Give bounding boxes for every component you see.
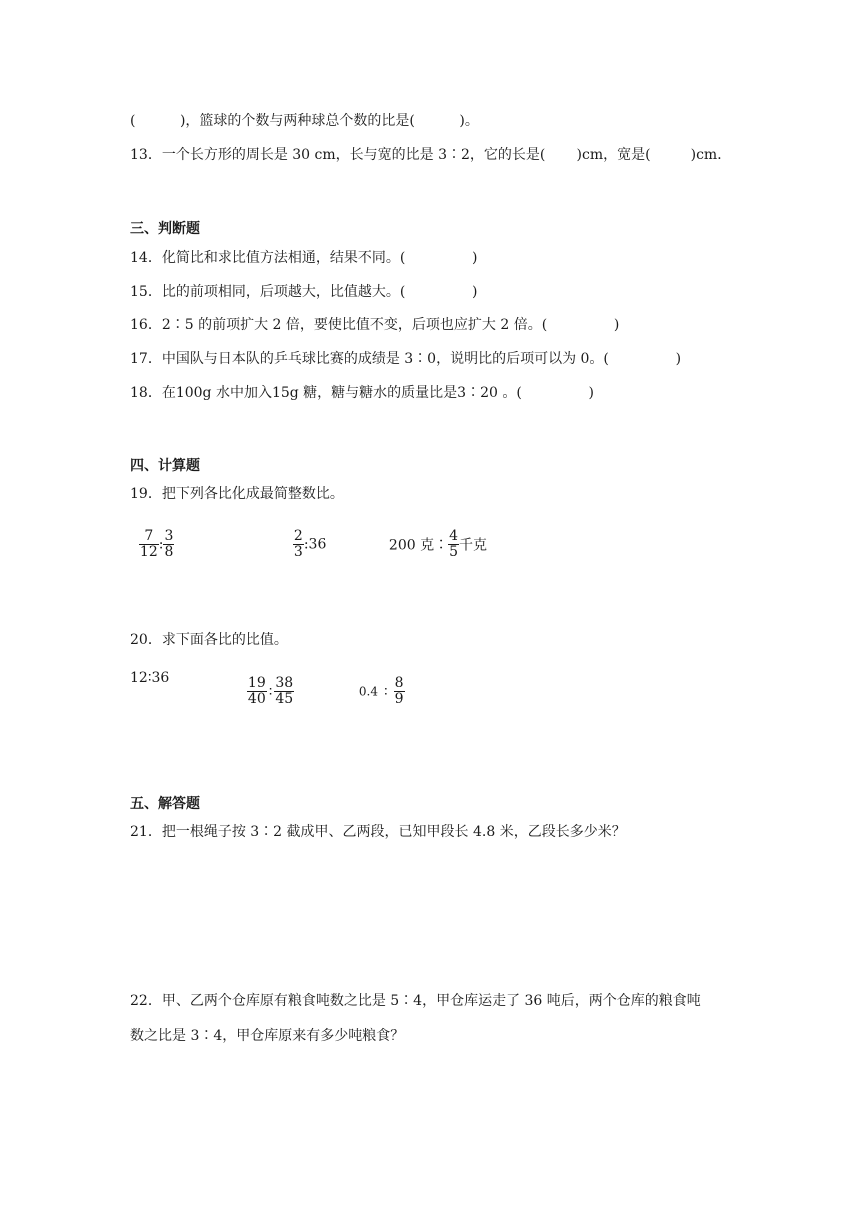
- ratio-prefix: 200 克∶: [388, 537, 449, 554]
- question-13: 13．一个长方形的周长是 30 cm，长与宽的比是 3∶2，它的长是( )cm，宽是( )cm．: [130, 147, 732, 163]
- question-21: 21．把一根绳子按 3∶2 截成甲、乙两段，已知甲段长 4.8 米，乙段长多少米？: [130, 824, 626, 840]
- question-22-line-1: 22．甲、乙两个仓库原有粮食吨数之比是 5∶4，甲仓库运走了 36 吨后，两个仓库的粮食吨: [130, 993, 701, 1009]
- fraction: [139, 529, 159, 560]
- numerator: 4: [449, 528, 458, 544]
- section-heading-solve: 五、解答题: [130, 796, 200, 812]
- denominator: 5: [449, 544, 458, 560]
- numerator: 3: [164, 528, 174, 544]
- q19-expression-1: [130, 513, 174, 560]
- q19-expression-2: [284, 513, 326, 560]
- fraction: [274, 676, 294, 707]
- numerator: 19: [247, 675, 266, 691]
- q12-continuation: ( )，篮球的个数与两种球总个数的比是( )。: [130, 113, 479, 129]
- q20-expression-2: [238, 660, 294, 707]
- section-heading-judge: 三、判断题: [130, 221, 200, 237]
- numerator: 8: [394, 675, 404, 691]
- ratio-colon: :: [158, 536, 164, 553]
- question-16: 16．2∶5 的前项扩大 2 倍，要使比值不变，后项也应扩大 2 倍。( ): [130, 317, 620, 333]
- denominator: 9: [394, 691, 404, 707]
- fraction: [293, 529, 304, 560]
- section-heading-calc: 四、计算题: [130, 458, 200, 474]
- numerator: 2: [293, 528, 303, 544]
- question-18: 18．在100g 水中加入15g 糖，糖与糖水的质量比是3∶20 。( ): [130, 385, 595, 401]
- denominator: 45: [275, 691, 294, 707]
- numerator: 38: [275, 675, 294, 691]
- numerator: 7: [139, 529, 159, 545]
- question-15: 15．比的前项相同，后项越大，比值越大。( ): [130, 284, 478, 300]
- ratio-colon: ∶: [384, 683, 388, 700]
- fraction: [163, 529, 174, 560]
- question-20: 20．求下面各比的比值。: [130, 632, 288, 648]
- denominator: 12: [139, 544, 158, 560]
- ratio-rest: :36: [303, 536, 327, 553]
- question-22-line-2: 数之比是 3∶4，甲仓库原来有多少吨粮食？: [130, 1028, 405, 1044]
- ratio-colon: ∶: [268, 683, 273, 700]
- ratio-prefix: 0.4: [358, 684, 378, 699]
- q20-expression-3: [350, 660, 405, 707]
- q19-expression-3: [380, 513, 487, 560]
- fraction: [247, 676, 267, 707]
- question-17: 17．中国队与日本队的乒乓球比赛的成绩是 3∶0，说明比的后项可以为 0。( ): [130, 351, 682, 367]
- question-14: 14．化简比和求比值方法相通，结果不同。( ): [130, 250, 478, 266]
- q20-expression-1: 12∶36: [130, 670, 170, 686]
- denominator: 40: [247, 691, 266, 707]
- fraction: [394, 676, 405, 707]
- ratio-suffix: 千克: [459, 537, 487, 554]
- fraction: [448, 529, 459, 560]
- denominator: 3: [293, 544, 303, 560]
- denominator: 8: [164, 544, 174, 560]
- question-19: 19．把下列各比化成最简整数比。: [130, 486, 344, 502]
